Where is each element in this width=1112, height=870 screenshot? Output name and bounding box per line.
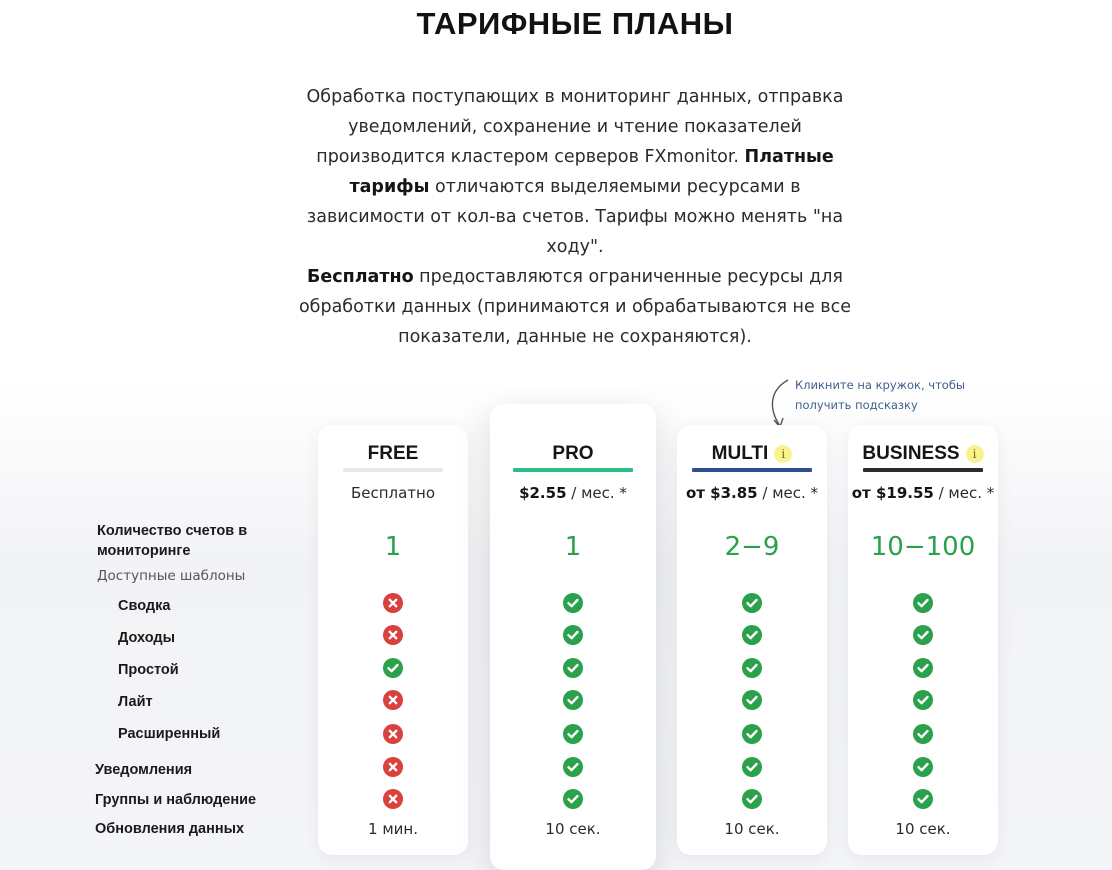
price-prefix: от (685, 484, 711, 502)
accounts-count-free: 1 (384, 532, 402, 562)
plan-name-multi (652, 443, 852, 465)
check-circle-icon (742, 757, 762, 777)
check-circle-icon (742, 658, 762, 678)
accounts-count-business: 10−100 (870, 532, 976, 562)
check-circle-icon (563, 724, 583, 744)
accounts-count-pro: 1 (564, 532, 582, 562)
update-interval-free: 1 мин. (368, 820, 418, 838)
check-circle-icon (913, 625, 933, 645)
update-interval-pro: 10 сек. (545, 820, 601, 838)
curved-arrow-icon (766, 378, 794, 432)
update-interval-business: 10 сек. (895, 820, 951, 838)
price-amount: $2.55 (519, 484, 567, 502)
plan-underline-business (863, 468, 983, 472)
row-label-summary: Сводка (118, 598, 171, 614)
check-circle-icon (913, 690, 933, 710)
plan-price-business (833, 484, 1013, 502)
check-circle-icon (742, 593, 762, 613)
plan-name-label: FREE (367, 443, 419, 464)
check-circle-icon (563, 757, 583, 777)
plan-name-pro (473, 443, 673, 465)
row-label-notifications: Уведомления (95, 762, 193, 778)
page-title: ТАРИФНЫЕ ПЛАНЫ (416, 6, 734, 41)
cross-circle-icon (383, 757, 403, 777)
check-circle-icon (742, 789, 762, 809)
price-amount: $3.85 (710, 484, 758, 502)
check-circle-icon (383, 658, 403, 678)
check-circle-icon (913, 658, 933, 678)
row-label-accounts: Количество счетов в мониторинге (97, 523, 248, 559)
plan-name-business (823, 443, 1023, 465)
check-circle-icon (913, 789, 933, 809)
cross-circle-icon (383, 724, 403, 744)
plan-underline-free (343, 468, 443, 472)
price-suffix: / мес. * (566, 484, 627, 502)
price-amount: $19.55 (875, 484, 934, 502)
plan-underline-multi (692, 468, 812, 472)
plan-name-label: PRO (552, 443, 594, 464)
row-label-simple: Простой (118, 662, 179, 678)
cross-circle-icon (383, 625, 403, 645)
row-label-templates: Доступные шаблоны (97, 568, 246, 584)
accounts-count-multi: 2−9 (724, 532, 780, 562)
check-circle-icon (563, 789, 583, 809)
check-circle-icon (742, 724, 762, 744)
price-text: Бесплатно (350, 484, 436, 502)
info-icon[interactable]: i (774, 445, 792, 463)
price-suffix: / мес. * (757, 484, 819, 502)
plan-price-pro (483, 484, 663, 502)
plan-name-label: MULTI (711, 443, 769, 464)
check-circle-icon (742, 690, 762, 710)
cross-circle-icon (383, 789, 403, 809)
check-circle-icon (563, 593, 583, 613)
row-label-updates: Обновления данных (95, 821, 245, 837)
price-prefix: от (851, 484, 876, 502)
intro-paragraph: Обработка поступающих в мониторинг данных, отправка уведомлений, сохранение и чтение показателей производится кластером серверов FXmonitor. Платные тарифы отличаются выделяемыми ресурсами в зависимости от кол-ва счетов. Тарифы можно менять "на ходу". (306, 87, 844, 257)
price-suffix: / мес. * (933, 484, 995, 502)
plan-name-free (293, 443, 493, 465)
hint-text: Кликните на кружок, чтобы получить подсказку (795, 378, 965, 412)
info-icon[interactable]: i (966, 445, 984, 463)
row-label-income: Доходы (118, 630, 175, 646)
cross-circle-icon (383, 593, 403, 613)
row-label-extended: Расширенный (118, 726, 221, 742)
check-circle-icon (913, 757, 933, 777)
free-note-paragraph: Бесплатно предоставляются ограниченные ресурсы для обработки данных (принимаются и обрабатываются не все показатели, данные не сохраняются). (298, 267, 852, 347)
update-interval-multi: 10 сек. (724, 820, 780, 838)
row-label-groups: Группы и наблюдение (95, 792, 257, 808)
plan-price-free (303, 484, 483, 502)
check-circle-icon (563, 625, 583, 645)
check-circle-icon (913, 593, 933, 613)
check-circle-icon (563, 658, 583, 678)
plan-name-label: BUSINESS (862, 443, 960, 464)
cross-circle-icon (383, 690, 403, 710)
plan-price-multi (662, 484, 842, 502)
check-circle-icon (563, 690, 583, 710)
row-label-lite: Лайт (118, 694, 153, 710)
check-circle-icon (913, 724, 933, 744)
check-circle-icon (742, 625, 762, 645)
plan-underline-pro (513, 468, 633, 472)
